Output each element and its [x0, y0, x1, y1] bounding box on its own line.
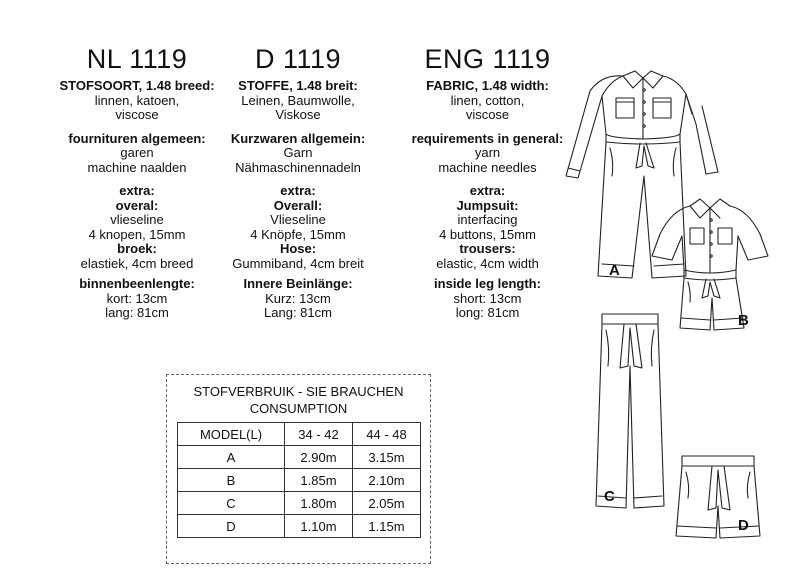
header-cell: 44 - 48: [353, 423, 421, 446]
consumption-title-line1: STOFVERBRUIK - SIE BRAUCHEN: [193, 384, 404, 399]
extra-label: extra:: [119, 183, 155, 198]
jumpsuit-line: 4 knopen, 15mm: [88, 226, 186, 242]
leg-length-line: kort: 13cm: [106, 290, 168, 306]
jumpsuit-label: Jumpsuit:: [456, 197, 519, 213]
heading-nl: NL 1119: [86, 44, 188, 74]
requirements-label: requirements in general:: [411, 130, 564, 146]
model-label-a: A: [609, 262, 620, 279]
fabric-label: STOFSOORT, 1.48 breed:: [59, 78, 215, 93]
jumpsuit-label: overal:: [115, 197, 159, 213]
model-label-b: B: [738, 312, 749, 329]
fabric-label: FABRIC, 1.48 width:: [426, 78, 549, 93]
fabric-line: Leinen, Baumwolle,: [241, 92, 355, 108]
garment-drawings: [540, 66, 800, 566]
fabric-label: STOFFE, 1.48 breit:: [238, 78, 358, 93]
heading-en: ENG 1119: [424, 44, 551, 74]
requirements-line: machine needles: [438, 159, 537, 175]
leg-length-line: long: 81cm: [455, 305, 520, 320]
trousers-label: trousers:: [459, 241, 516, 256]
trousers-line: elastic, 4cm width: [436, 255, 539, 271]
value-cell: 3.15m: [353, 446, 421, 469]
header-cell: MODEL(L): [178, 423, 285, 446]
requirements-line: Nähmaschinennadeln: [235, 159, 361, 175]
trousers-label: Hose:: [279, 241, 317, 256]
fabric-line: linen, cotton,: [450, 92, 525, 108]
value-cell: 1.15m: [353, 515, 421, 538]
fabric-line: viscose: [115, 107, 159, 122]
fabric-line: viscose: [465, 107, 510, 122]
fabric-line: linnen, katoen,: [94, 92, 180, 108]
trousers-label: broek:: [117, 241, 157, 256]
model-label-d: D: [738, 517, 749, 534]
table-row: [178, 515, 421, 538]
jumpsuit-long-drawing: [566, 71, 718, 278]
requirements-line: garen: [120, 145, 154, 160]
trousers-long-drawing: [596, 314, 664, 508]
table-row: [178, 446, 421, 469]
leg-length-line: Lang: 81cm: [264, 305, 332, 320]
requirements-line: Garn: [283, 145, 313, 160]
jumpsuit-line: 4 buttons, 15mm: [439, 226, 536, 242]
extra-label: extra:: [280, 183, 316, 198]
consumption-table: [177, 422, 421, 538]
model-cell: C: [178, 492, 285, 515]
jumpsuit-line: Vlieseline: [270, 212, 326, 227]
value-cell: 1.85m: [285, 469, 353, 492]
extra-label: extra:: [469, 183, 506, 198]
value-cell: 2.05m: [353, 492, 421, 515]
table-header-row: [178, 423, 421, 446]
column-d: [228, 44, 368, 321]
value-cell: 1.10m: [285, 515, 353, 538]
leg-length-label: inside leg length:: [434, 276, 541, 291]
value-cell: 2.90m: [285, 446, 353, 469]
value-cell: 1.80m: [285, 492, 353, 515]
table-row: [178, 469, 421, 492]
model-cell: B: [178, 469, 285, 492]
leg-length-label: binnenbeenlengte:: [79, 276, 195, 291]
leg-length-line: Kurz: 13cm: [265, 290, 331, 306]
jumpsuit-label: Overall:: [273, 197, 323, 213]
consumption-box: [166, 374, 431, 564]
trousers-line: Gummiband, 4cm breit: [232, 255, 364, 271]
model-cell: D: [178, 515, 285, 538]
fabric-line: Viskose: [275, 107, 321, 122]
consumption-title: [167, 383, 430, 417]
jumpsuit-line: interfacing: [457, 212, 518, 227]
jumpsuit-line: vlieseline: [110, 212, 164, 227]
consumption-title-line2: CONSUMPTION: [249, 401, 348, 416]
requirements-line: yarn: [474, 145, 501, 160]
model-label-c: C: [604, 488, 615, 505]
heading-d: D 1119: [254, 44, 342, 74]
leg-length-line: lang: 81cm: [105, 305, 169, 320]
jumpsuit-line: 4 Knöpfe, 15mm: [250, 226, 346, 242]
model-cell: A: [178, 446, 285, 469]
requirements-label: Kurzwaren allgemein:: [230, 130, 366, 146]
value-cell: 2.10m: [353, 469, 421, 492]
table-row: [178, 492, 421, 515]
trousers-line: elastiek, 4cm breed: [80, 255, 194, 271]
column-nl: [52, 44, 222, 321]
leg-length-line: short: 13cm: [453, 290, 522, 306]
requirements-line: machine naalden: [87, 159, 187, 175]
leg-length-label: Innere Beinlänge:: [243, 276, 353, 291]
requirements-label: fournituren algemeen:: [68, 130, 206, 146]
header-cell: 34 - 42: [285, 423, 353, 446]
